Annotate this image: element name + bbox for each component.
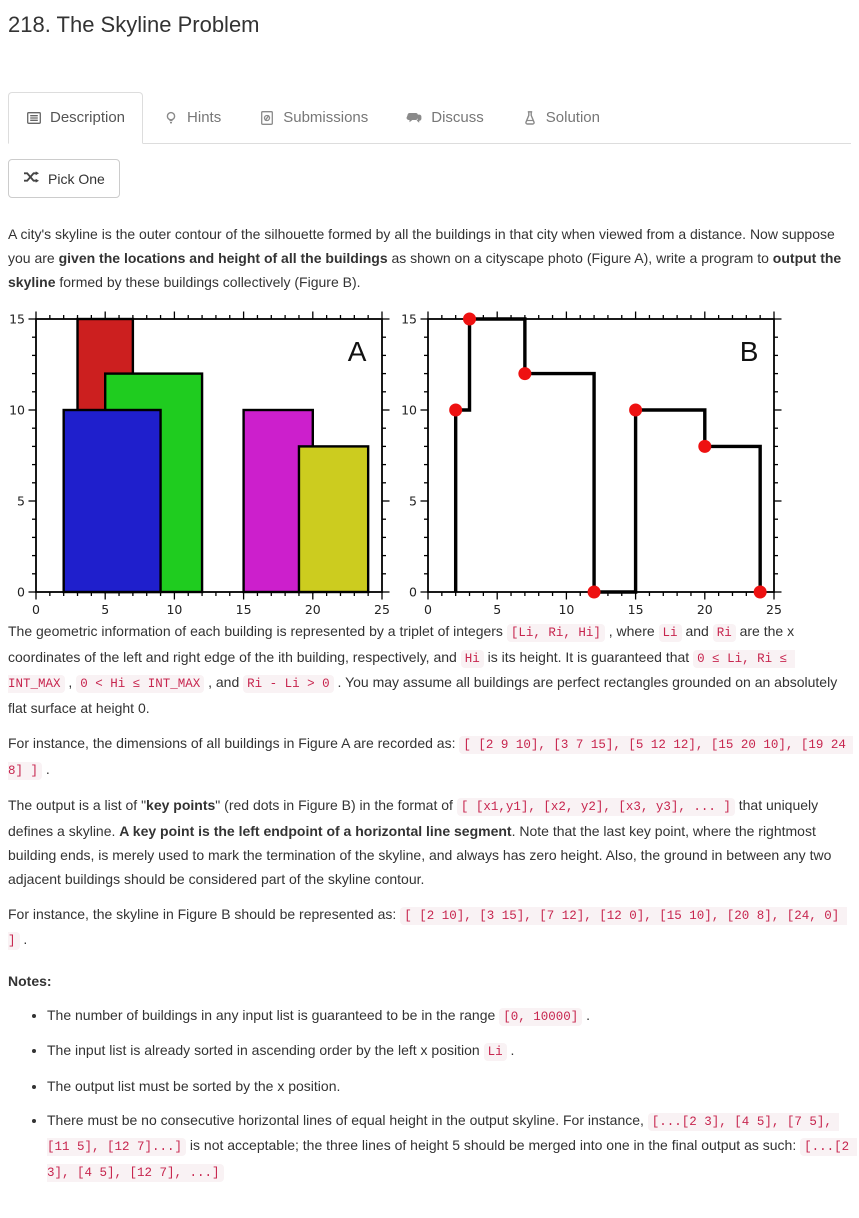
- svg-text:0: 0: [32, 602, 40, 618]
- svg-text:A: A: [347, 336, 367, 368]
- lightbulb-icon: [163, 110, 179, 126]
- inline-code: Li: [659, 624, 682, 642]
- chat-icon: [406, 110, 423, 126]
- tab-label: Description: [50, 109, 126, 127]
- svg-text:5: 5: [493, 602, 502, 618]
- inline-code: [ [x1,y1], [x2, y2], [x3, y3], ... ]: [457, 798, 735, 816]
- svg-text:15: 15: [401, 311, 417, 327]
- note-item: • The input list is already sorted in ascending order by the left x position Li .: [47, 1038, 851, 1064]
- svg-text:0: 0: [17, 584, 25, 600]
- tab-label: Hints: [187, 109, 222, 127]
- tab-hints[interactable]: [145, 92, 239, 144]
- svg-text:25: 25: [766, 602, 782, 618]
- instance-a-paragraph: For instance, the dimensions of all buildings in Figure A are recorded as: [ [2 9 10], [3 7 15], [5 12 12], [15 20 10], [19 24 8] ] .: [8, 735, 854, 778]
- tab-description[interactable]: [8, 92, 143, 144]
- pick-one-label: Pick One: [48, 170, 105, 187]
- svg-text:0: 0: [424, 602, 432, 618]
- inline-code: [0, 10000]: [499, 1008, 582, 1026]
- inline-code: 0 < Hi ≤ INT_MAX: [76, 675, 204, 693]
- svg-text:15: 15: [627, 602, 644, 618]
- svg-text:15: 15: [235, 602, 252, 618]
- svg-text:0: 0: [409, 584, 417, 600]
- flask-icon: [522, 110, 538, 126]
- svg-text:5: 5: [17, 493, 25, 509]
- notes-heading: Notes:: [8, 972, 52, 989]
- output-paragraph: The output is a list of "key points" (red dots in Figure B) in the format of [ [x1,y1], [x2, y2], [x3, y3], ... ] that uniquely defines a skyline. A key point is the left endpoint of a horizontal line segment. Note that the last key point, where the rightmost building ends, is merely used to mark the termination of the skyline, and always has zero height. Also, the ground in between any two adjacent buildings should be considered part of the skyline contour.: [8, 797, 832, 887]
- geometry-paragraph: The geometric information of each building is represented by a triplet of integers [Li, Ri, Hi] , where Li and Ri are the x coordinates of the left and right edge of the ith building, respectively, and Hi is its height. It is guaranteed that 0 ≤ Li, Ri ≤ INT_MAX , 0 < Hi ≤ INT_MAX , and Ri - Li > 0 . You may assume all buildings are perfect rectangles grounded on an absolutely flat surface at height 0.: [8, 623, 838, 716]
- tab-solution[interactable]: [504, 92, 618, 144]
- inline-code: 0 ≤ Li, Ri ≤ INT_MAX: [8, 651, 795, 692]
- note-item: • The output list must be sorted by the x position.: [47, 1074, 851, 1098]
- tab-label: Solution: [545, 109, 600, 127]
- inline-code: Hi: [461, 650, 484, 668]
- svg-text:25: 25: [374, 602, 390, 618]
- svg-text:10: 10: [9, 402, 25, 418]
- svg-text:15: 15: [9, 311, 25, 327]
- inline-code: [ [2 10], [3 15], [7 12], [12 0], [15 10], [20 8], [24, 0] ]: [8, 908, 847, 949]
- svg-text:10: 10: [401, 402, 417, 418]
- tab-submissions[interactable]: [241, 92, 386, 144]
- intro-paragraph: A city's skyline is the outer contour of the silhouette formed by all the buildings in that city when viewed from a distance. Now suppose you are given the locations and height of all the buildings as shown on a cityscape photo (Figure A), write a program to output the skyline formed by these buildings collectively (Figure B).: [8, 226, 842, 291]
- svg-text:10: 10: [166, 602, 183, 618]
- svg-text:20: 20: [696, 602, 713, 618]
- description-icon: [26, 110, 42, 126]
- inline-code: [...[2 3], [4 5], [7 5], [11 5], [12 7]...]: [47, 1114, 840, 1155]
- shuffle-icon: [23, 169, 39, 188]
- instance-b-paragraph: For instance, the skyline in Figure B should be represented as: [ [2 10], [3 15], [7 12], [12 0], [15 10], [20 8], [24, 0] ] .: [8, 905, 847, 949]
- tab-label: Submissions: [283, 109, 369, 127]
- svg-text:B: B: [739, 336, 759, 368]
- svg-text:5: 5: [101, 602, 110, 618]
- inline-code: [Li, Ri, Hi]: [507, 624, 605, 642]
- note-item: • The number of buildings in any input list is guaranteed to be in the range [0, 10000] .: [47, 1003, 851, 1029]
- figure-b-chart: [400, 305, 792, 617]
- svg-text:20: 20: [304, 602, 321, 618]
- inline-code: Ri: [713, 624, 736, 642]
- inline-code: Li: [484, 1043, 507, 1061]
- inline-code: [...[2 3], [4 5], [12 7], ...]: [47, 1140, 857, 1180]
- figure-a-chart: [8, 305, 400, 617]
- tab-label: Discuss: [431, 109, 484, 127]
- svg-text:10: 10: [558, 602, 575, 618]
- problem-description: [8, 222, 857, 1184]
- figures-row: [8, 305, 851, 617]
- inline-code: [ [2 9 10], [3 7 15], [5 12 12], [15 20 10], [19 24 8] ]: [8, 738, 854, 778]
- code-file-icon: [259, 110, 275, 126]
- svg-text:5: 5: [409, 493, 417, 509]
- inline-code: Ri - Li > 0: [243, 675, 334, 693]
- tab-discuss[interactable]: [388, 92, 502, 144]
- note-item: • There must be no consecutive horizontal lines of equal height in the output skyline. For instance, [...[2 3], [4 5], [7 5], [11 5], [12 7]...] is not acceptable; the three lines of height 5 should be merged into one in the final output as such: [...[2 3], [4 5], [12 7], ...]: [47, 1108, 851, 1185]
- page-title: 218. The Skyline Problem: [8, 12, 260, 37]
- tab-bar: [8, 92, 851, 144]
- notes-list: [8, 1003, 857, 1185]
- pick-one-button[interactable]: [8, 159, 120, 198]
